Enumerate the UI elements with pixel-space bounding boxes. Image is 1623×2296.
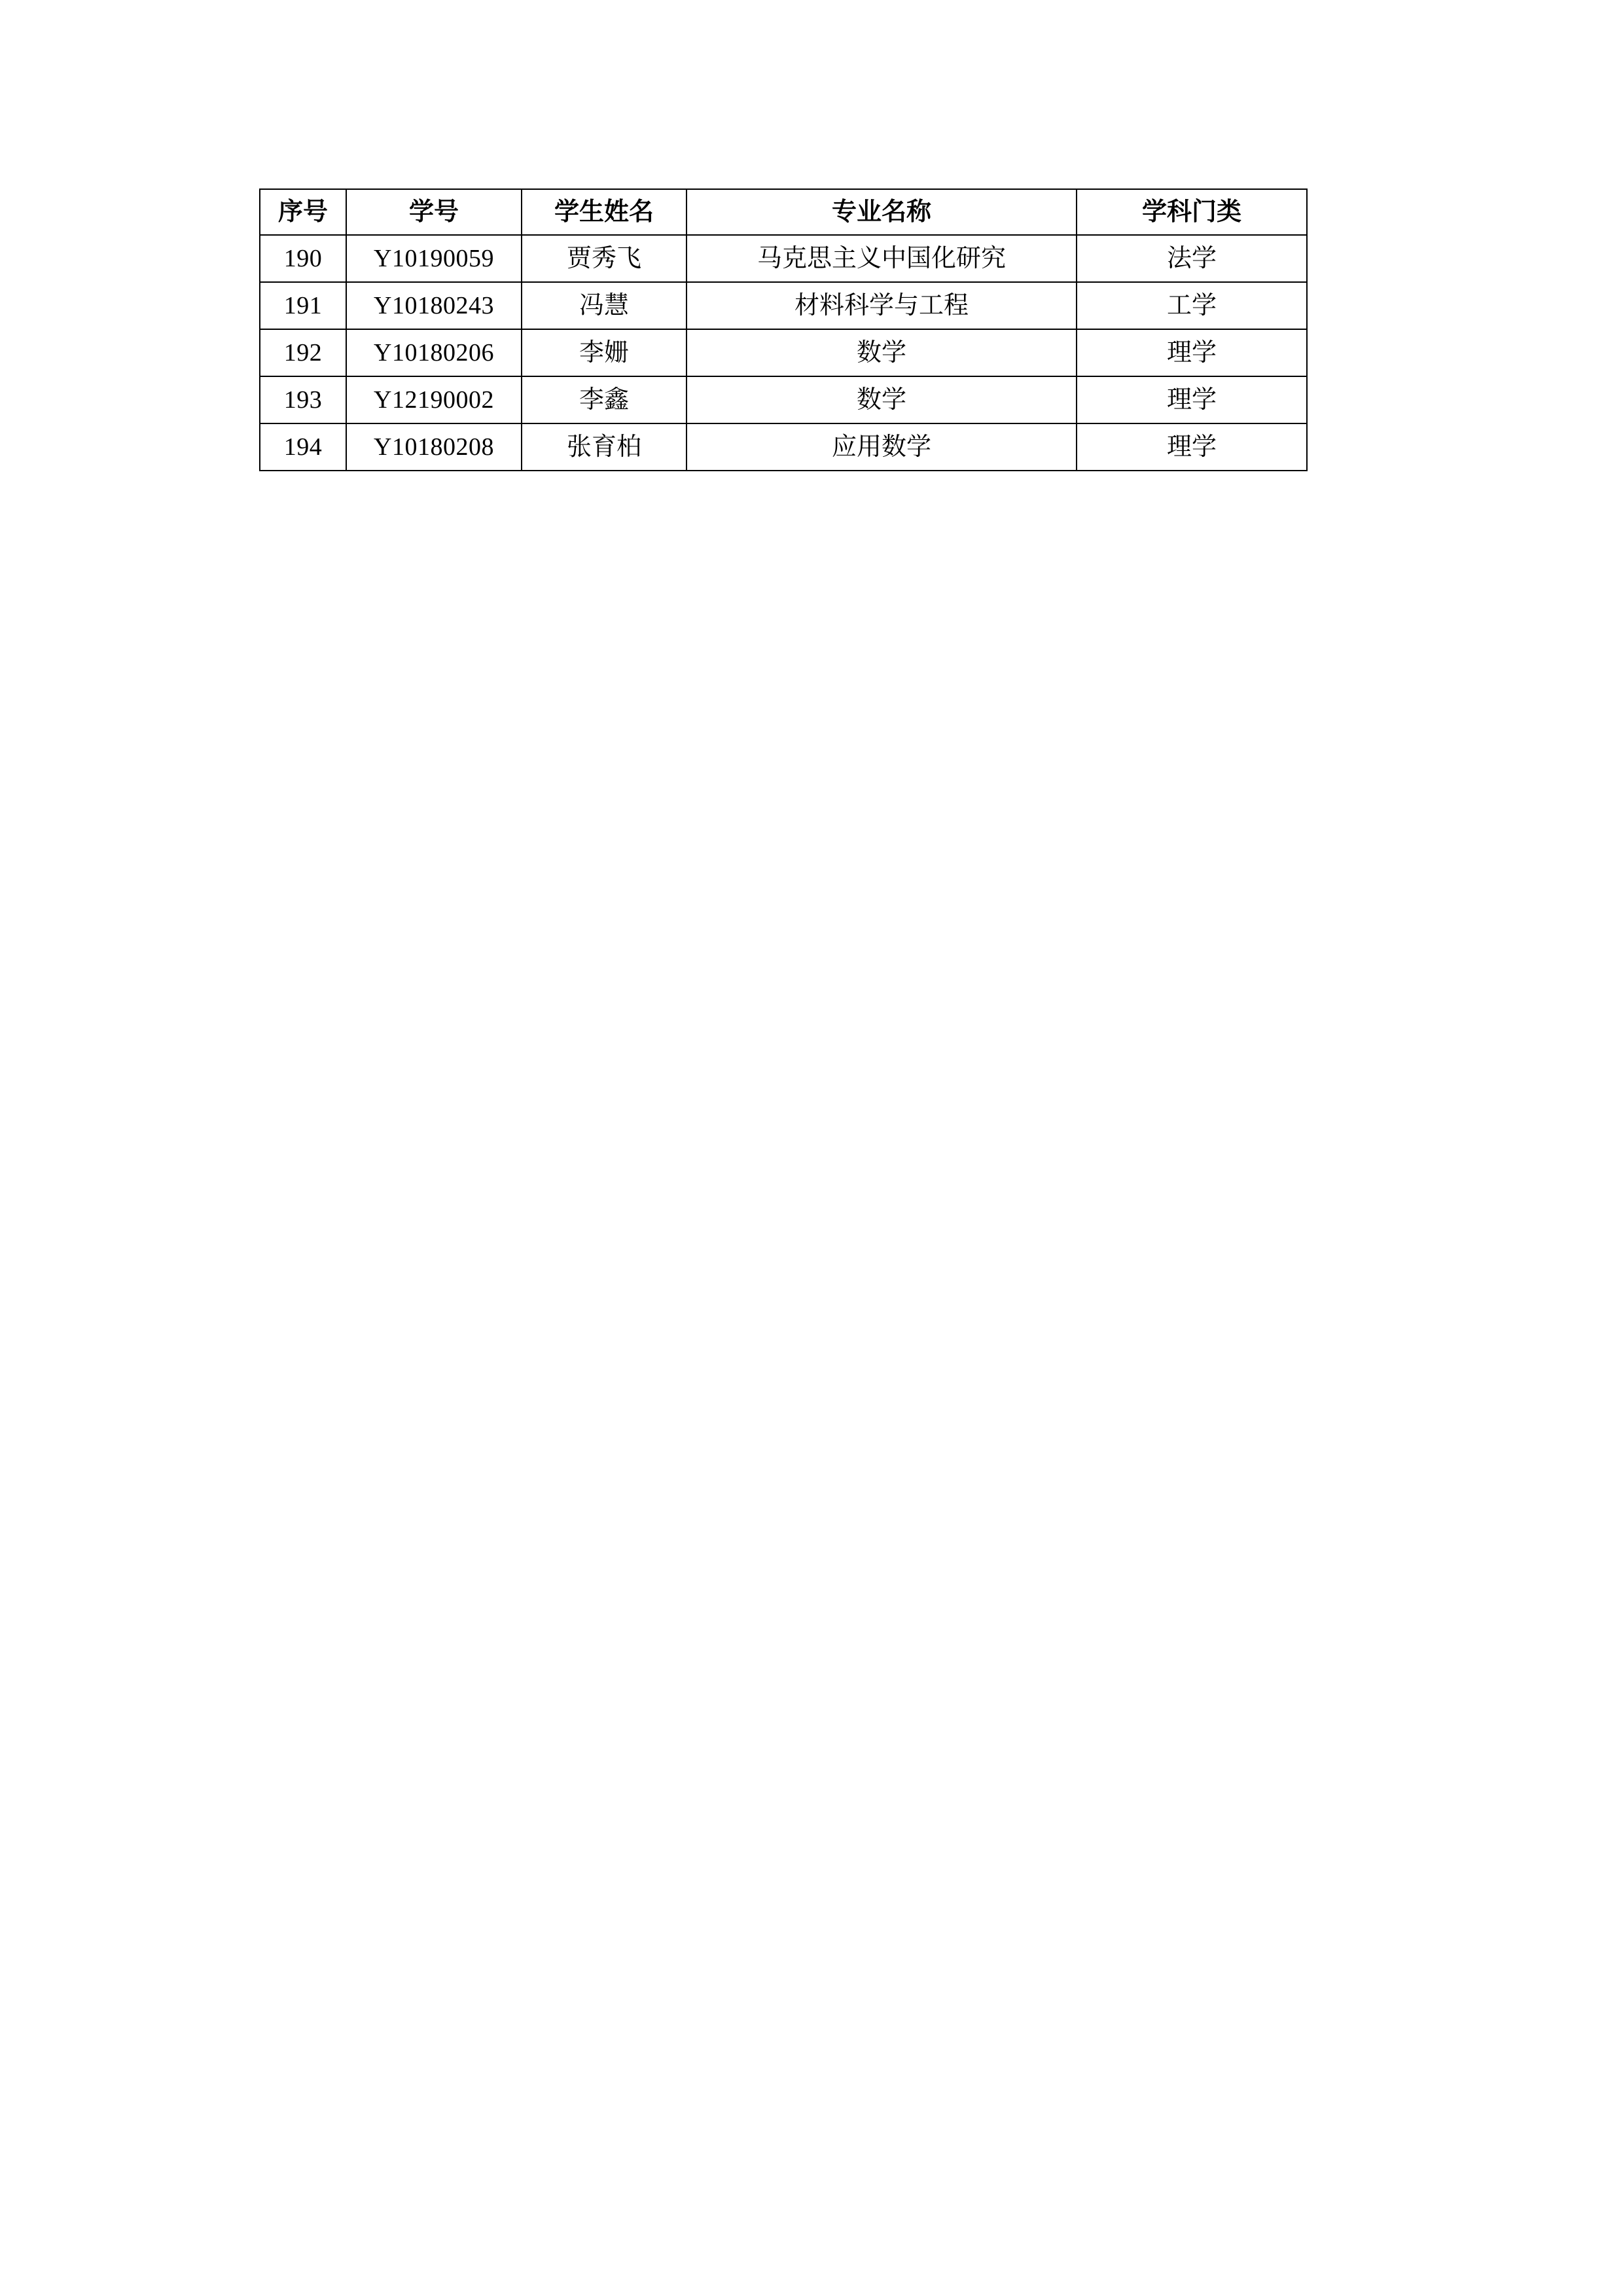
column-header-major-name: 专业名称 bbox=[687, 189, 1077, 235]
cell-student-name: 李鑫 bbox=[522, 376, 687, 423]
cell-major-name: 应用数学 bbox=[687, 423, 1077, 471]
cell-index: 191 bbox=[260, 282, 346, 329]
cell-index: 193 bbox=[260, 376, 346, 423]
cell-student-name: 冯慧 bbox=[522, 282, 687, 329]
table-body bbox=[260, 235, 1307, 471]
cell-student-id: Y10180243 bbox=[346, 282, 522, 329]
cell-student-name: 张育柏 bbox=[522, 423, 687, 471]
cell-student-id: Y12190002 bbox=[346, 376, 522, 423]
table-row bbox=[260, 329, 1307, 376]
cell-discipline-category: 理学 bbox=[1077, 329, 1307, 376]
cell-major-name: 数学 bbox=[687, 376, 1077, 423]
table-row bbox=[260, 235, 1307, 282]
table-row bbox=[260, 423, 1307, 471]
cell-student-id: Y10180206 bbox=[346, 329, 522, 376]
cell-discipline-category: 法学 bbox=[1077, 235, 1307, 282]
cell-index: 194 bbox=[260, 423, 346, 471]
cell-major-name: 马克思主义中国化研究 bbox=[687, 235, 1077, 282]
column-header-index: 序号 bbox=[260, 189, 346, 235]
cell-discipline-category: 理学 bbox=[1077, 376, 1307, 423]
cell-index: 190 bbox=[260, 235, 346, 282]
cell-student-name: 贾秀飞 bbox=[522, 235, 687, 282]
table-row bbox=[260, 376, 1307, 423]
cell-index: 192 bbox=[260, 329, 346, 376]
cell-student-id: Y10190059 bbox=[346, 235, 522, 282]
cell-student-name: 李姗 bbox=[522, 329, 687, 376]
student-roster-table bbox=[259, 188, 1308, 471]
cell-major-name: 材料科学与工程 bbox=[687, 282, 1077, 329]
column-header-student-id: 学号 bbox=[346, 189, 522, 235]
cell-student-id: Y10180208 bbox=[346, 423, 522, 471]
student-roster-table-container bbox=[259, 188, 1308, 471]
table-header bbox=[260, 189, 1307, 235]
cell-discipline-category: 工学 bbox=[1077, 282, 1307, 329]
cell-major-name: 数学 bbox=[687, 329, 1077, 376]
cell-discipline-category: 理学 bbox=[1077, 423, 1307, 471]
table-header-row bbox=[260, 189, 1307, 235]
column-header-student-name: 学生姓名 bbox=[522, 189, 687, 235]
column-header-discipline-category: 学科门类 bbox=[1077, 189, 1307, 235]
table-row bbox=[260, 282, 1307, 329]
